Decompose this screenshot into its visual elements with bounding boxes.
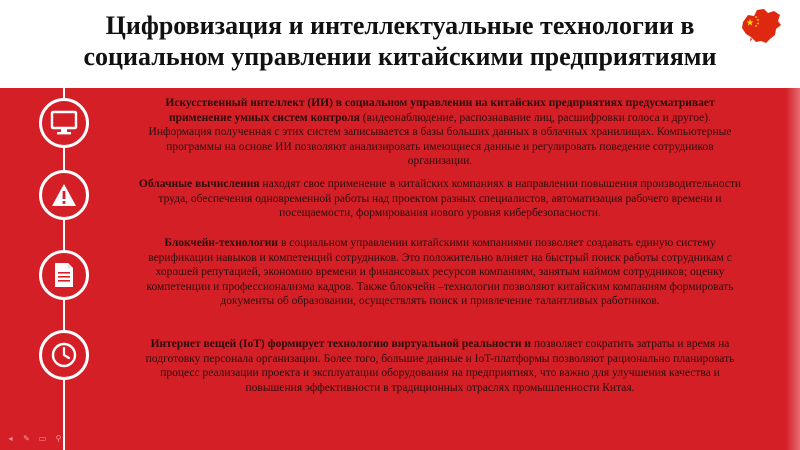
china-flag-map-icon xyxy=(739,6,783,46)
document-icon xyxy=(39,250,89,300)
section-blockchain-line-5: документы об образовании, осуществлять поиск и привлечение талантливых работников. xyxy=(220,295,660,307)
warning-icon xyxy=(39,170,89,220)
section-blockchain-rest-1: в социальном управлении китайскими компаниями позволяет создавать единую систему xyxy=(278,237,716,249)
section-ai-line-5: организации. xyxy=(407,155,473,167)
section-cloud-bold-1: Облачные вычисления xyxy=(138,178,260,190)
pen-icon[interactable]: ✎ xyxy=(23,434,30,443)
section-blockchain-line-4: компетенции и профессионализма кадров. Также блокчейн –технологии позволяют китайским компаниям формировать xyxy=(146,280,734,293)
section-blockchain-line-3: хорошей репутацией, экономию времени и финансовых ресурсов компаниям, занятым наймом сотрудников; оценку xyxy=(155,266,725,278)
monitor-icon xyxy=(39,98,89,148)
slideshow-controls xyxy=(6,434,63,443)
clock-icon xyxy=(39,330,89,380)
section-iot-bold-1: Интернет вещей (IoT) формирует технологию виртуальной реальности и xyxy=(150,338,532,350)
section-cloud-rest-1: находят свое применение в китайских компаниях в направлении повышения производительности xyxy=(259,178,742,190)
section-iot-rest-1: позволяет сократить затраты и время на xyxy=(531,338,730,350)
section-iot-line-4: повышения эффективности в традиционных отраслях промышленности Китая. xyxy=(245,381,635,394)
section-cloud-line-2: труда, обеспечения одновременной работы над проектом разных специалистов, автоматизация рабочего времени и xyxy=(158,192,722,205)
section-blockchain-bold-1: Блокчейн-технологии xyxy=(164,237,279,249)
slides-icon[interactable]: ▭ xyxy=(38,434,47,443)
section-ai-bold-2: применение умных систем контроля xyxy=(169,111,360,124)
section-iot-text xyxy=(90,337,790,395)
section-iot-line-2: подготовку персонала организации. Более того, большие данные и IoT-платформы позволяют рационально планировать xyxy=(145,352,735,365)
section-ai-text xyxy=(95,96,785,169)
slide-title-line-1: Цифровизация и интеллектуальные технологии в xyxy=(105,11,695,40)
slide-title-line-2: социальном управлении китайскими предприятиями xyxy=(83,42,717,71)
section-ai-rest-2: (видеонаблюдение, распознавание лиц, расшифровки голоса и другое). xyxy=(359,111,711,124)
section-ai-line-3: Информация полученная с этих систем записывается в базы больших данных в облачных хранилищах. Компьютерные xyxy=(148,126,732,138)
section-cloud-text xyxy=(90,177,790,221)
section-ai-bold-1: Искусственный интеллект (ИИ) в социальном управлении на китайских предприятиях предусматривает xyxy=(165,97,715,109)
section-iot-line-3: процесс реализации проекта и эксплуатации оборудования на предприятиях, что важно для улучшения качества и xyxy=(160,367,720,379)
section-cloud-line-3: посещаемости, формирования нового уровня кибербезопасности. xyxy=(279,207,601,219)
section-blockchain-line-2: верификации навыков и компетенций сотрудников. Это положительно влияет на быстрый поиск работы сотрудникам с xyxy=(148,251,732,264)
section-blockchain-text xyxy=(90,236,790,309)
prev-arrow-icon[interactable]: ◂ xyxy=(8,434,13,443)
zoom-icon[interactable]: ⚲ xyxy=(55,434,62,443)
slide-title-area xyxy=(0,0,800,88)
section-ai-line-4: программы на основе ИИ позволяют анализировать имеющиеся данные и регулировать поведение сотрудников xyxy=(166,140,714,153)
